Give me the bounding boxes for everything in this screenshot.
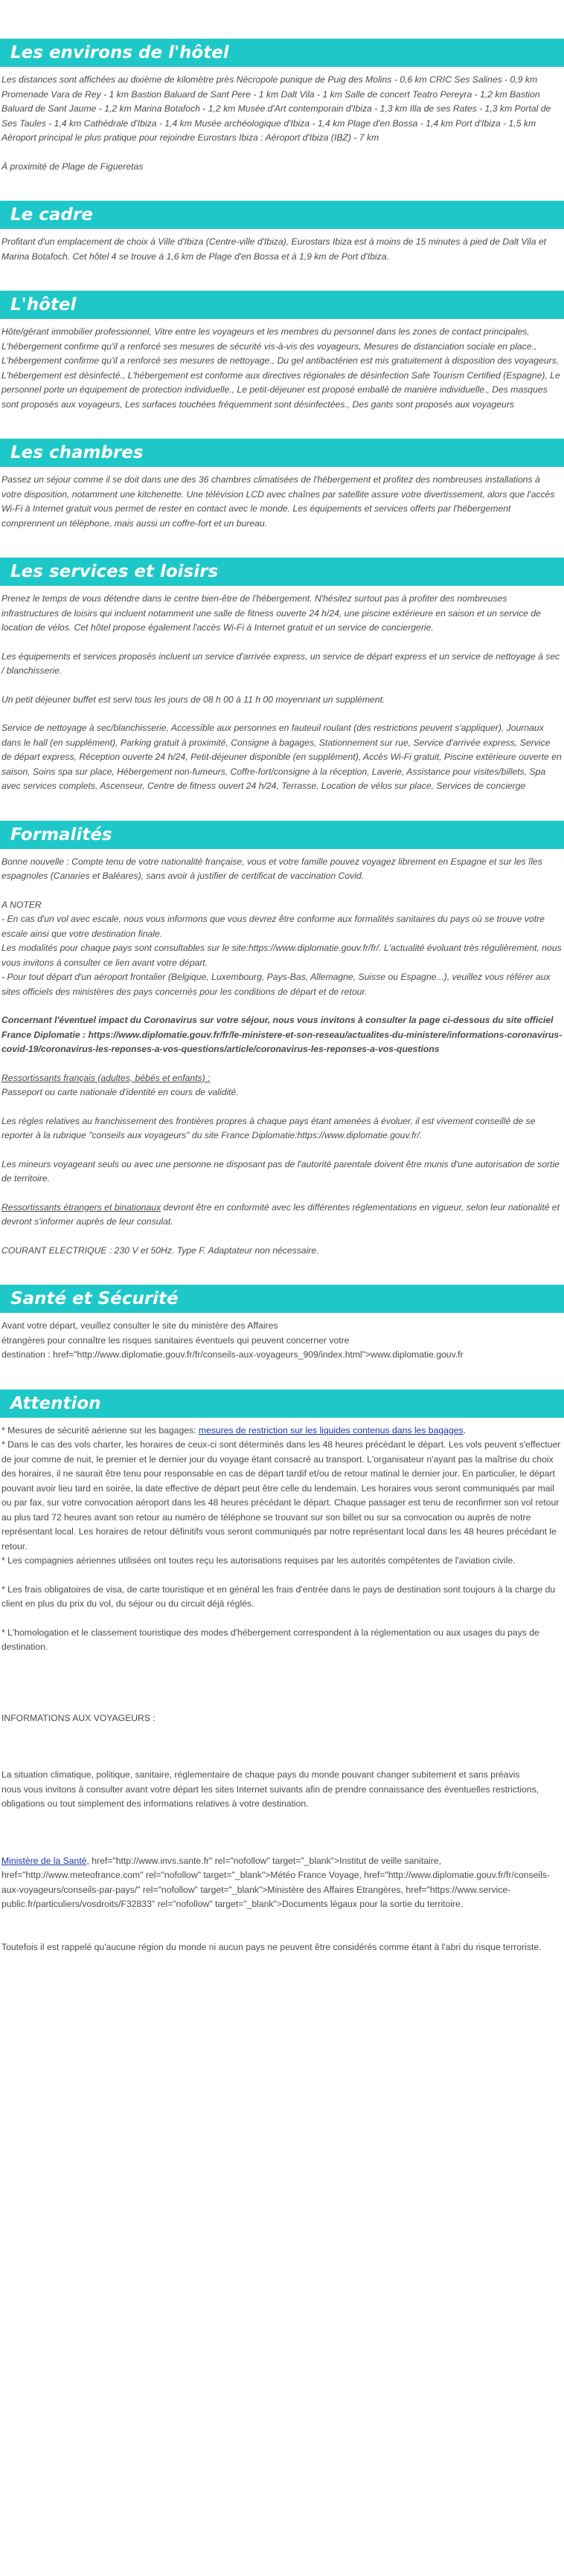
services-p1: Prenez le temps de vous détendre dans le centre bien-être de l'hébergement. N'hésitez surtout pas à profiter des nombreuses infrastructures de loisirs qui incluent notamment une salle de fitness ouverte 24 h/24, une piscine extérieure en saison et un service de location de vélos. Cet hôtel propose également l'accès Wi-Fi à Internet gratuit et un service de conciergerie. (1, 593, 541, 633)
hotel-section (0, 291, 564, 412)
attention-bag-suffix: . (463, 1424, 466, 1436)
chambres-title: Les chambres (0, 439, 564, 467)
chambres-text: Passez un séjour comme il se doit dans une des 36 chambres climatisées de l'hébergement et profitez des nombreuses installations à votre disposition, notamment une kitchenette. Une télévision LCD avec chaînes par satellite assure votre divertissement, alors que l'accès Wi-Fi à Internet gratuit vous permet de rester en contact avec le monde. Les équipements et services offerts par l'hébergement comprennent un téléphone, mais aussi un coffre-fort et un bureau. (1, 474, 555, 529)
formalites-note-line: - Pour tout départ d'un aéroport frontalier (Belgique, Luxembourg, Pays-Bas, Allemagne, Suisse ou Espagne...), veuillez vous référer aux sites officiels des ministères des pays concernés pour les conditions de départ et de retour. (1, 972, 551, 997)
formalites-note-line: Les modalités pour chaque pays sont consultables sur le site:https://www.diplomatie.gouv.fr/fr/. L'actualité évoluant très régulièrement, nous vous invitons à consulter ce lien avant votre départ. (1, 943, 562, 968)
attention-situation: La situation climatique, politique, sanitaire, réglementaire de chaque pays du monde pouvant changer subitement et sans préavis (1, 1769, 520, 1780)
formalites-rules: Les règles relatives au franchissement des frontières propres à chaque pays étant amenées à évoluer, il est vivement conseillé de se reporter à la rubrique "conseils aux voyageurs" du site France Diplomatie:https://www.diplomatie.gouv.fr/. (1, 1115, 536, 1140)
services-p3: Un petit déjeuner buffet est servi tous les jours de 08 h 00 à 11 h 00 moyennant un supplément. (1, 694, 385, 705)
services-title: Les services et loisirs (0, 558, 564, 586)
formalites-note-line: - En cas d'un vol avec escale, nous vous informons que vous devrez être conforme aux formalités sanitaires du pays où se trouve votre escale ainsi que votre destination finale. (1, 914, 545, 939)
attention-invite: nous vous invitons à consulter avant votre départ les sites Internet suivants afin de prendre connaissance des éventuelles restrictions, obligations ou tout simplement des informations relatives à votre destination. (1, 1783, 539, 1809)
formalites-foreign-head: Ressortissants étrangers et binationaux (1, 1201, 161, 1213)
cadre-text: Profitant d'un emplacement de choix à Ville d'Ibiza (Centre-ville d'Ibiza), Eurostars Ibiza est à moins de 15 minutes à pied de Dalt Vila et Marina Botafoch. Cet hôtel 4 se trouve à 1,6 km de Plage d'en Bossa et à 1,9 km de Port d'Ibiza. (1, 236, 547, 262)
attention-info-head: INFORMATIONS AUX VOYAGEURS : (1, 1712, 156, 1723)
liquids-restriction-link[interactable]: mesures de restriction sur les liquides contenus dans les bagages (198, 1424, 464, 1436)
chambres-section (0, 439, 564, 531)
formalites-minors: Les mineurs voyageant seuls ou avec une personne ne disposant pas de l'autorité parentale doivent être munis d'une autorisation de sortie de territoire. (1, 1158, 560, 1184)
sante-title: Santé et Sécurité (0, 1285, 564, 1313)
services-p2: Les équipements et services proposés incluent un service d'arrivée express, un service de départ express et un service de nettoyage à sec / blanchisserie. (1, 651, 560, 676)
services-p4: Service de nettoyage à sec/blanchisserie, Accessible aux personnes en fauteuil roulant (des restrictions peuvent s'appliquer), Journaux dans le hall (en supplément), Parking gratuit à proximité, Consigne à bagages, Stationnement sur rue, Service d'arrivée express, Service de départ express, Réception ouverte 24 h/24, Petit-déjeuner disponible (en supplément), Accès Wi-Fi gratuit, Piscine extérieure ouverte en saison, Soins spa sur place, Hébergement non-fumeurs, Coffre-fort/consigne à la réception, Laverie, Assistance pour visites/billets, Spa avec services complets, Ascenseur, Centre de fitness ouvert 24 h/24, Terrasse, Location de vélos sur place, Services de concierge (1, 723, 562, 791)
environs-title: Les environs de l'hôtel (0, 39, 564, 67)
formalites-note-head: A NOTER (1, 899, 42, 910)
environs-text: Les distances sont affichées au dixième de kilomètre près Nécropole punique de Puig des Molins - 0,6 km CRIC Ses Salines - 0,9 km Promenade Vara de Rey - 1 km Bastion Baluard de Sant Pere - 1 km Dalt Vila - 1 km Salle de concert Teatro Pereyra - 1,2 km Bastion Baluard de Sant Jaume - 1,2 km Marina Botafoch - 1,2 km Musée d'Art contemporain d'Ibiza - 1,3 km Illa de ses Rates - 1,3 km Portal de Ses Taules - 1,4 km Cathédrale d'Ibiza - 1,4 km Musée archéologique d'Ibiza - 1,4 km Plage d'en Bossa - 1,4 km Port d'Ibiza - 1,5 km Aéroport principal le plus pratique pour rejoindre Eurostars Ibiza : Aéroport d'Ibiza (IBZ) - 7 km (1, 74, 551, 143)
formalites-fr-text: Passeport ou carte nationale d'identité en cours de validité. (1, 1087, 239, 1097)
sante-line: étrangères pour connaître les risques sanitaires éventuels qui peuvent concerner votre (1, 1334, 350, 1346)
formalites-foreign-text: devront être en conformité avec les différentes réglementations en vigueur, selon leur nationalité et devront s'informer auprès de leur consulat. (1, 1201, 560, 1227)
attention-bag-prefix: * Mesures de sécurité aérienne sur les bagages: (1, 1424, 199, 1436)
attention-links (1, 1854, 563, 1912)
hotel-title: L'hôtel (0, 291, 564, 319)
sante-line: Avant votre départ, veuillez consulter le site du ministère des Affaires (1, 1320, 278, 1331)
attention-airlines: * Les compagnies aériennes utilisées ont toutes reçu les autorisations requises par les autorités compétentes de l'aviation civile. (1, 1555, 516, 1566)
formalites-electric: COURANT ELECTRIQUE : 230 V et 50Hz. Type F. Adaptateur non nécessaire. (1, 1245, 319, 1256)
formalites-fr-head: Ressortissants français (adultes, bébés et enfants) : (1, 1072, 211, 1083)
attention-fees: * Les frais obligatoires de visa, de carte touristique et en général les frais d'entrée dans le pays de destination sont toujours à la charge du client en plus du prix du vol, du séjour ou du circuit déjà réglés. (1, 1584, 556, 1609)
sante-line: destination : href="http://www.diplomatie.gouv.fr/fr/conseils-aux-voyageurs_909/index.html">www.diplomatie.gouv.fr (1, 1349, 464, 1360)
attention-section (0, 1389, 564, 1955)
hotel-text: Hôte/gérant immobilier professionnel, Vitre entre les voyageurs et les membres du personnel dans les zones de contact principales, L'hébergement confirme qu'il a renforcé ses mesures de sécurité vis-à-vis des voyageurs, Mesures de distanciation sociale en place., L'hébergement confirme qu'il a renforcé ses mesures de nettoyage., Du gel antibactérien est mis gratuitement à disposition des voyageurs, L'hébergement est désinfecté., L'hébergement est conforme aux directives régionales de désinfection Safe Tourism Certified (Espagne), Le personnel porte un équipement de protection individuelle., Le petit-déjeuner est proposé emballé de manière individuelle., Des masques sont proposés aux voyageurs, Les surfaces touchées fréquemment sont désinfectées., Des gants sont proposés aux voyageurs (1, 326, 560, 410)
formalites-covid-notice: Concernant l'éventuel impact du Coronavirus sur votre séjour, nous vous invitons à consulter la page ci-dessous du site officiel France Diplomatie : https://www.diplomatie.gouv.fr/fr/le-ministere-et-son-reseau/actualites-du-ministere/informations-coronavirus-covid-19/coronavirus-les-reponses-a-vos-questions/article/coronavirus-les-reponses-a-vos-questions (1, 1015, 563, 1054)
environs-section (0, 39, 564, 174)
attention-links-text: , href="http://www.invs.sante.fr" rel="nofollow" target="_blank">Institut de veille sanitaire, href="http://www.meteofrance.com" rel="nofollow" target="_blank">Météo France Voyage, href="http://www.diplomatie.gouv.fr/fr/conseils-aux-voyageurs/conseils-par-pays/" rel="nofollow" target="_blank">Ministère des Affaires Etrangères, href="https://www.service-public.fr/particuliers/vosdroits/F32833" rel="nofollow" target="_blank">Documents légaux pour la sortie du territoire. (1, 1855, 550, 1909)
attention-terror: Toutefois il est rappelé qu'aucune région du monde ni aucun pays ne peuvent être considérés comme étant à l'abri du risque terroriste. (1, 1941, 542, 1952)
attention-title: Attention (0, 1389, 564, 1418)
formalites-title: Formalités (0, 821, 564, 849)
formalites-foreign (1, 1201, 563, 1230)
cadre-title: Le cadre (0, 201, 564, 229)
sante-section (0, 1285, 564, 1363)
attention-homolog: * L'homologation et le classement touristique des modes d'hébergement correspondent à la réglementation ou aux usages du pays de destination. (1, 1627, 539, 1652)
attention-bag (1, 1424, 563, 1439)
sante-ministry-link[interactable]: Ministère de la Santé (1, 1855, 87, 1866)
formalites-section (0, 821, 564, 1259)
services-section (0, 558, 564, 794)
attention-flights: * Dans le cas des vols charter, les horaires de ceux-ci sont déterminés dans les 48 heures précédant le départ. Les vols peuvent s'effectuer de jour comme de nuit, le premier et le dernier jour du voyage étant consacré au transport. L'organisateur n'ayant pas la maîtrise du choix des horaires, il ne saurait être tenu pour responsable en cas de départ tardif et/ou de retour matinal le dernier jour. En particulier, le départ pouvant avoir lieu tard en soirée, la date effective de départ peut être celle du lendemain. Les horaires vous seront communiqués par mail ou par fax, sur votre convocation aéroport dans les 48 heures précédant le départ. Chaque passager est tenu de reconfirmer son vol retour au plus tard 72 heures avant son retour au numéro de téléphone se trouvant sur son billet ou sur sa convocation ou auprès de notre représentant local. Les horaires de retour définitifs vous seront communiqués par notre représentant local dans les 48 heures précédant le retour. (1, 1439, 561, 1552)
cadre-section (0, 201, 564, 264)
environs-proximity: À proximité de Plage de Figueretas (1, 161, 144, 172)
formalites-p1: Bonne nouvelle : Compte tenu de votre nationalité française, vous et votre famille pouvez voyagez librement en Espagne et sur les îles espagnoles (Canaries et Baléares), sans avoir à justifier de certificat de vaccination Covid. (1, 856, 542, 881)
